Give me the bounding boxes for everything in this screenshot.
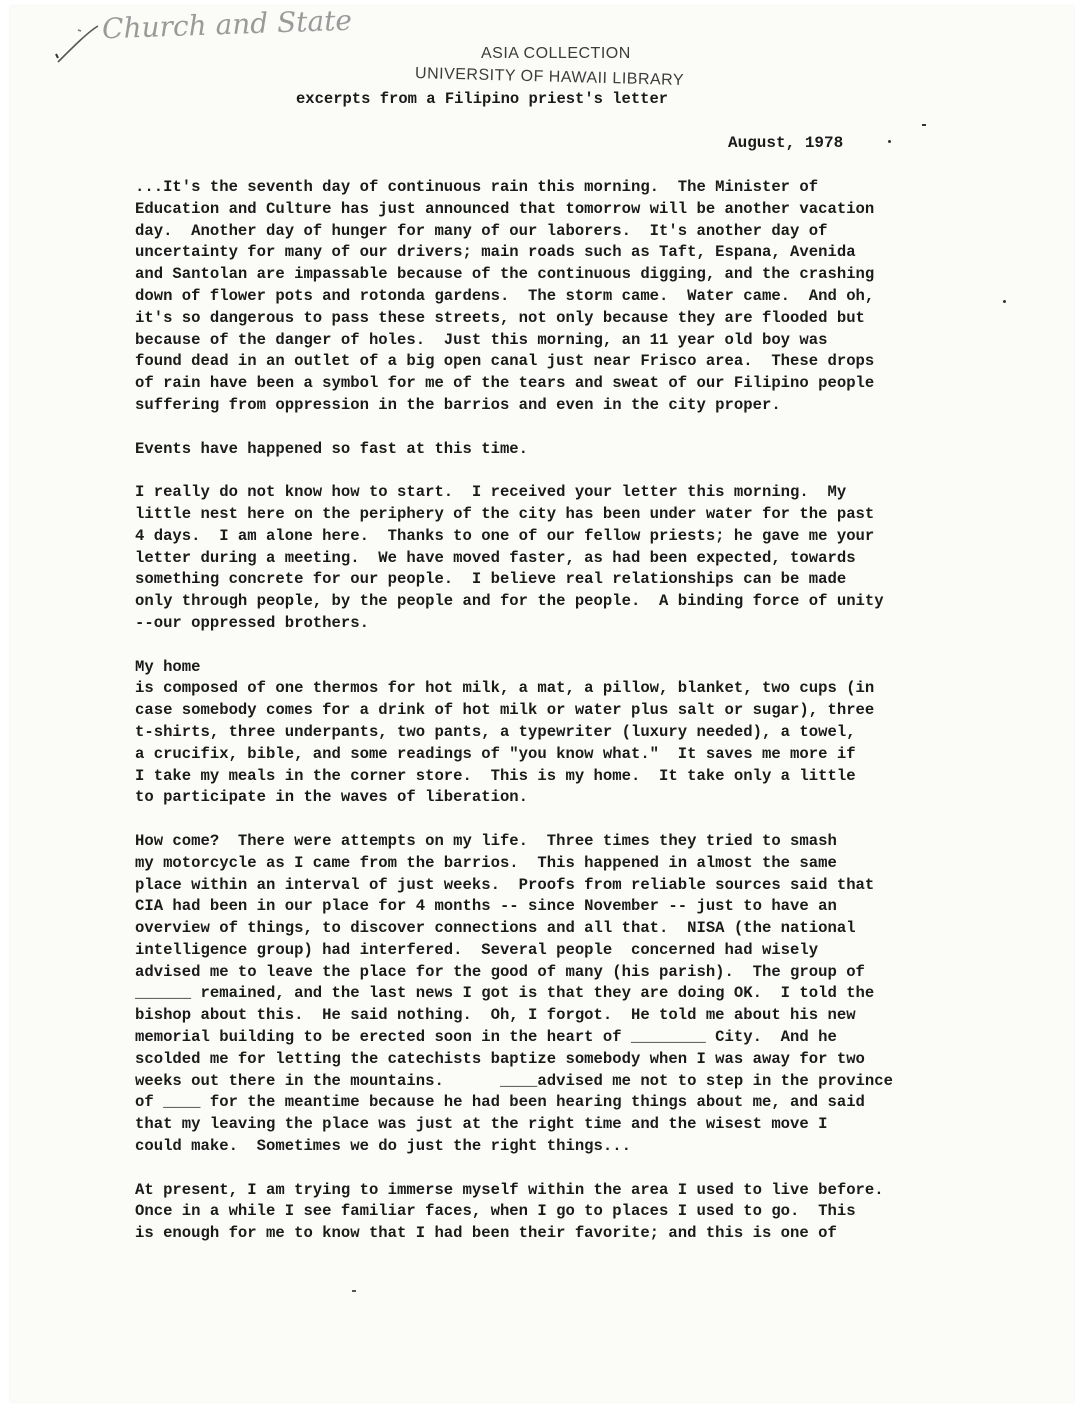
- text-line: of rain have been a symbol for me of the tears and sweat of our Filipino people: [135, 374, 875, 393]
- text-line: it's so dangerous to pass these streets, not only because they are flooded but: [135, 308, 865, 327]
- text-line: advised me to leave the place for the good of many (his parish). The group of: [135, 962, 865, 981]
- letter-date: August, 1978: [728, 134, 844, 152]
- text-line: and Santolan are impassable because of the continuous digging, and the crashing: [135, 265, 875, 284]
- text-line: My home: [135, 657, 201, 676]
- stamp-line-collection: ASIA COLLECTION: [481, 45, 631, 62]
- text-line: How come? There were attempts on my life. Three times they tried to smash: [135, 831, 837, 850]
- text-line: Once in a while I see familiar faces, when I go to places I used to go. This: [135, 1202, 856, 1221]
- text-line: uncertainty for many of our drivers; main roads such as Taft, Espana, Avenida: [135, 243, 856, 262]
- text-line: CIA had been in our place for 4 months -- since November -- just to have an: [135, 897, 837, 916]
- pencil-mark: [48, 22, 106, 68]
- text-line: ______ remained, and the last news I got is that they are doing OK. I told the: [135, 984, 875, 1003]
- text-line: letter during a meeting. We have moved faster, as had been expected, towards: [135, 548, 856, 567]
- paragraph-gap: [135, 417, 1015, 439]
- letter-paragraph: [135, 831, 1015, 1158]
- text-line: little nest here on the periphery of the city has been under water for the past: [135, 504, 875, 523]
- stamp-line-library: UNIVERSITY OF HAWAII LIBRARY: [414, 65, 685, 90]
- text-line: only through people, by the people and for the people. A binding force of unity: [135, 592, 884, 611]
- text-line: my motorcycle as I came from the barrios. This happened in almost the same: [135, 853, 837, 872]
- handwritten-note: Church and State: [101, 3, 353, 46]
- text-line: weeks out there in the mountains. ____advised me not to step in the province: [135, 1071, 893, 1090]
- text-line: because of the danger of holes. Just this morning, an 11 year old boy was: [135, 330, 828, 349]
- text-line: ...It's the seventh day of continuous rain this morning. The Minister of: [135, 178, 819, 196]
- text-line: that my leaving the place was just at the right time and the wisest move I: [135, 1115, 828, 1134]
- text-line: t-shirts, three underpants, two pants, a typewriter (luxury needed), a towel,: [135, 722, 856, 741]
- text-line: At present, I am trying to immerse myself within the area I used to live before.: [135, 1180, 884, 1199]
- text-line: I really do not know how to start. I received your letter this morning. My: [135, 483, 847, 502]
- text-line: something concrete for our people. I believe real relationships can be made: [135, 570, 847, 589]
- text-line: down of flower pots and rotonda gardens. The storm came. Water came. And oh,: [135, 286, 875, 305]
- paragraph-gap: [135, 1158, 1015, 1180]
- letter-paragraph: [135, 482, 1015, 635]
- text-line: could make. Sometimes we do just the right things...: [135, 1137, 631, 1156]
- stray-mark: [888, 140, 891, 143]
- text-line: found dead in an outlet of a big open canal just near Frisco area. These drops: [135, 352, 875, 371]
- text-line: 4 days. I am alone here. Thanks to one of our fellow priests; he gave me your: [135, 526, 875, 545]
- text-line: --our oppressed brothers.: [135, 613, 369, 632]
- text-line: scolded me for letting the catechists baptize somebody when I was away for two: [135, 1049, 865, 1068]
- letter-paragraph: [135, 177, 1015, 417]
- text-line: intelligence group) had interfered. Several people concerned had wisely: [135, 940, 819, 959]
- text-line: is enough for me to know that I had been their favorite; and this is one of: [135, 1224, 837, 1243]
- text-line: suffering from oppression in the barrios and even in the city proper.: [135, 395, 781, 414]
- paragraph-gap: [135, 635, 1015, 657]
- text-line: Events have happened so fast at this time.: [135, 439, 529, 458]
- text-line: of ____ for the meantime because he had been hearing things about me, and said: [135, 1093, 865, 1112]
- text-line: case somebody comes for a drink of hot milk or water plus salt or sugar), three: [135, 701, 875, 720]
- paragraph-gap: [135, 460, 1015, 482]
- text-line: place within an interval of just weeks. Proofs from reliable sources said that: [135, 875, 875, 894]
- stray-mark: [352, 1290, 356, 1292]
- stray-mark: [922, 124, 926, 126]
- text-line: overview of things, to discover connections and all that. NISA (the national: [135, 919, 856, 938]
- text-line: I take my meals in the corner store. This is my home. It take only a little: [135, 766, 856, 785]
- text-line: Education and Culture has just announced that tomorrow will be another vacation: [135, 199, 875, 218]
- letter-paragraph: [135, 439, 1015, 461]
- letter-paragraph: [135, 657, 1015, 810]
- paragraph-gap: [135, 809, 1015, 831]
- text-line: to participate in the waves of liberation.: [135, 788, 529, 807]
- text-line: memorial building to be erected soon in the heart of ________ City. And he: [135, 1028, 837, 1047]
- letter-body: [135, 177, 1015, 1245]
- library-stamp: [405, 44, 725, 90]
- text-line: bishop about this. He said nothing. Oh, I forgot. He told me about his new: [135, 1006, 856, 1025]
- document-title: excerpts from a Filipino priest's letter: [296, 90, 669, 108]
- letter-paragraph: [135, 1180, 1015, 1245]
- text-line: day. Another day of hunger for many of our laborers. It's another day of: [135, 221, 828, 240]
- text-line: a crucifix, bible, and some readings of "you know what." It saves me more if: [135, 744, 856, 763]
- text-line: is composed of one thermos for hot milk, a mat, a pillow, blanket, two cups (in: [135, 679, 875, 698]
